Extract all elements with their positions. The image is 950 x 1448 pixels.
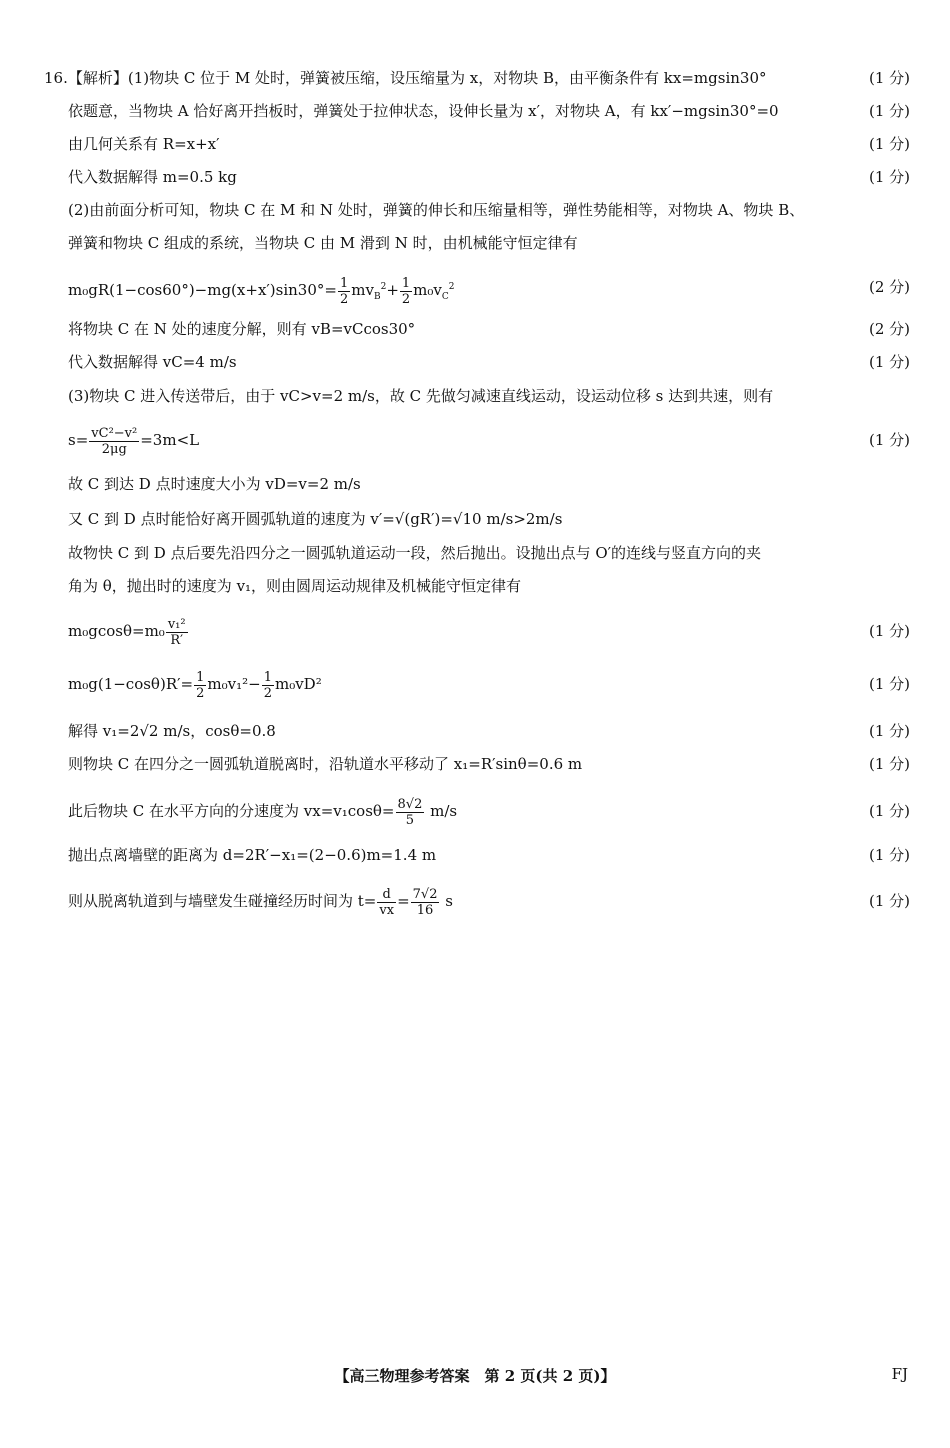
score-label: (1 分)	[868, 353, 910, 371]
score-label: (1 分)	[868, 622, 910, 640]
equation	[68, 424, 199, 457]
line-text: (3)物块 C 进入传送带后，由于 vC>v=2 m/s，故 C 先做匀减速直线运动，设运动位移 s 达到共速，则有	[68, 387, 774, 405]
frac-den: 16	[416, 902, 434, 918]
fraction	[89, 426, 139, 457]
eq-mid: m₀v₁²−	[207, 675, 261, 693]
score-label: (1 分)	[868, 69, 910, 87]
fraction	[194, 670, 206, 701]
fraction	[166, 617, 188, 648]
eq-left: 则从脱离轨道到与墙壁发生碰撞经历时间为 t=	[68, 892, 377, 910]
fraction	[396, 797, 425, 828]
fraction	[400, 276, 412, 307]
frac-den: 2	[263, 685, 272, 701]
fraction	[262, 670, 274, 701]
score-label: (1 分)	[868, 135, 910, 153]
line-text: 弹簧和物块 C 组成的系统，当物块 C 由 M 滑到 N 时，由机械能守恒定律有	[68, 234, 578, 252]
frac-num: 7√2	[412, 886, 438, 902]
frac-num: 8√2	[397, 796, 423, 812]
frac-den: 2	[339, 291, 349, 307]
footer-title: 【高三物理参考答案 第 2 页(共 2 页)】	[334, 1367, 616, 1385]
subscript: C	[441, 292, 449, 302]
score-label: (1 分)	[868, 675, 910, 693]
score-label: (1 分)	[868, 102, 910, 120]
frac-num: 1	[263, 669, 272, 685]
line-text: 解得 v₁=2√2 m/s，cosθ=0.8	[68, 722, 276, 740]
frac-den: 2	[401, 291, 411, 307]
frac-den: 2μg	[101, 441, 127, 457]
equation	[68, 614, 189, 648]
eq-left: 此后物块 C 在水平方向的分速度为 vx=v₁cosθ=	[68, 802, 395, 820]
eq-tail: m₀vD²	[274, 675, 322, 693]
footer-code: FJ	[891, 1365, 908, 1383]
line-text: 故物快 C 到 D 点后要先沿四分之一圆弧轨道运动一段，然后抛出。设抛出点与 O′的连线与竖直方向的夹	[68, 544, 762, 562]
score-label: (1 分)	[868, 892, 910, 910]
frac-num: 1	[401, 275, 411, 291]
fraction	[411, 887, 440, 918]
line-text: 又 C 到 D 点时能恰好离开圆弧轨道的速度为 v′=√(gR′)=√10 m/s>2m/s	[68, 510, 563, 528]
score-label: (1 分)	[868, 846, 910, 864]
line-text: 将物块 C 在 N 处的速度分解，则有 vB=vCcos30°	[68, 320, 416, 338]
frac-den: 2	[196, 685, 205, 701]
superscript: 2	[380, 282, 387, 292]
line-text: (2)由前面分析可知，物块 C 在 M 和 N 处时，弹簧的伸长和压缩量相等，弹性势能相等，对物块 A、物块 B、	[68, 201, 805, 219]
frac-num: 1	[339, 275, 349, 291]
eq-left: m₀gcosθ=m₀	[68, 622, 165, 640]
frac-num: vC²−v²	[91, 425, 138, 441]
score-label: (2 分)	[868, 278, 910, 296]
line-text: 角为 θ，抛出时的速度为 v₁，则由圆周运动规律及机械能守恒定律有	[68, 577, 522, 595]
eq-tail: =3m<L	[140, 431, 200, 449]
line-text: 代入数据解得 m=0.5 kg	[68, 168, 237, 186]
equation	[68, 668, 322, 701]
frac-den: 5	[405, 812, 415, 828]
subscript: B	[373, 292, 381, 302]
frac-num: d	[377, 887, 396, 903]
line-text: 由几何关系有 R=x+x′	[68, 135, 220, 153]
line-text: 则物块 C 在四分之一圆弧轨道脱离时，沿轨道水平移动了 x₁=R′sinθ=0.6 m	[68, 755, 583, 773]
frac-den: vx	[379, 902, 395, 918]
eq-left: s=	[68, 431, 89, 449]
score-label: (1 分)	[868, 722, 910, 740]
equation	[68, 884, 453, 918]
line-text: 抛出点离墙壁的距离为 d=2R′−x₁=(2−0.6)m=1.4 m	[68, 846, 437, 864]
equation	[68, 272, 455, 312]
line-text: 故 C 到达 D 点时速度大小为 vD=v=2 m/s	[68, 475, 361, 493]
score-label: (2 分)	[868, 320, 910, 338]
eq-tail: s	[440, 892, 453, 910]
score-label: (1 分)	[868, 168, 910, 186]
score-label: (1 分)	[868, 431, 910, 449]
eq-mid: =	[397, 892, 410, 910]
frac-num: v₁²	[167, 616, 186, 632]
line-text: 代入数据解得 vC=4 m/s	[68, 353, 237, 371]
fraction	[377, 887, 396, 918]
eq-mid: mv	[351, 281, 374, 299]
eq-left: m₀gR(1−cos60°)−mg(x+x′)sin30°=	[68, 281, 337, 299]
superscript: 2	[448, 282, 455, 292]
frac-num: 1	[196, 669, 205, 685]
line-text: 依题意，当物块 A 恰好离开挡板时，弹簧处于拉伸状态，设伸长量为 x′，对物块 A，有 kx′−mgsin30°=0	[68, 102, 779, 120]
score-label: (1 分)	[868, 802, 910, 820]
eq-left: m₀g(1−cosθ)R′=	[68, 675, 194, 693]
score-label: (1 分)	[868, 755, 910, 773]
eq-plus: +	[386, 281, 399, 299]
equation	[68, 794, 457, 828]
fraction	[338, 276, 350, 307]
eq-tail: m₀v	[413, 281, 442, 299]
frac-den: R′	[170, 632, 184, 648]
eq-tail: m/s	[425, 802, 458, 820]
line-text: 16.【解析】(1)物块 C 位于 M 处时，弹簧被压缩，设压缩量为 x，对物块 B，由平衡条件有 kx=mgsin30°	[44, 69, 767, 87]
